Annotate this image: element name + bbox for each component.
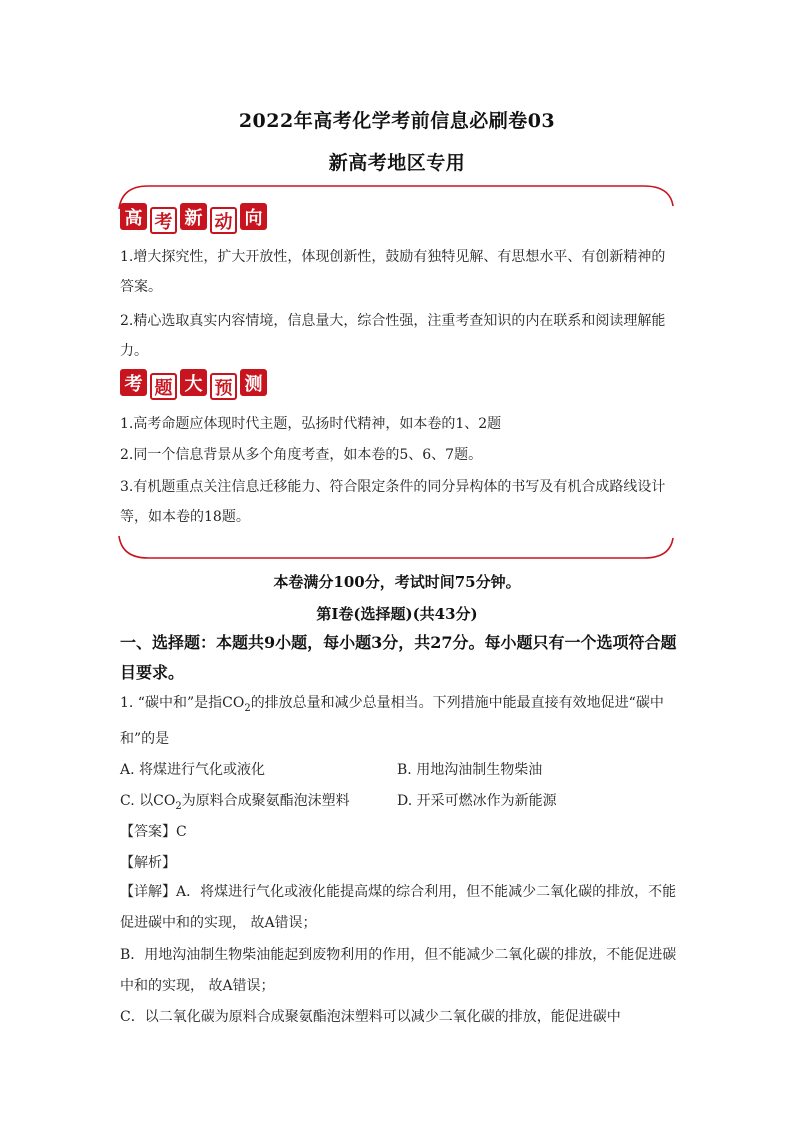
banner-char: 题 — [150, 373, 177, 400]
detail-b: B．用地沟油制生物柴油能起到废物利用的作用，但不能减少二氧化碳的排放，不能促进碳中和的实现， 故A错误； — [120, 947, 677, 994]
answer-line — [120, 821, 187, 841]
banner-char: 新 — [180, 203, 207, 230]
page-title: 2022年高考化学考前信息必刷卷03 — [238, 110, 556, 132]
banner-predictions — [120, 369, 267, 401]
analysis-label: 【解析】 — [120, 855, 176, 871]
banner-trends — [120, 203, 267, 235]
part-title: 第I卷(选择题)(共43分) — [316, 605, 478, 623]
banner-char: 考 — [120, 369, 147, 396]
predict-item: 1.高考命题应体现时代主题，弘扬时代精神，如本卷的1、2题 — [120, 416, 502, 432]
banner-char: 预 — [210, 373, 237, 400]
answer-label: 【答案】 — [120, 824, 176, 840]
banner-char: 大 — [180, 369, 207, 396]
option-d: D. 开采可燃冰作为新能源 — [397, 793, 557, 809]
page-subtitle: 新高考地区专用 — [328, 152, 466, 174]
detail-a: 【详解】A．将煤进行气化或液化能提高煤的综合利用，但不能减少二氧化碳的排放，不能促进碳中和的实现， 故A错误； — [120, 884, 677, 931]
predict-item: 3.有机题重点关注信息迁移能力、符合限定条件的同分异构体的书写及有机合成路线设计等，如本卷的18题。 — [120, 479, 666, 525]
trend-item: 2.精心选取真实内容情境，信息量大，综合性强，注重考查知识的内在联系和阅读理解能力。 — [120, 313, 666, 359]
banner-char: 考 — [150, 207, 177, 234]
option-a: A. 将煤进行气化或液化 — [120, 762, 266, 778]
banner-char: 测 — [240, 369, 267, 396]
option-b: B. 用地沟油制生物柴油 — [397, 762, 543, 778]
frame-bottom-border — [118, 534, 674, 560]
predict-item: 2.同一个信息背景从多个角度考查，如本卷的5、6、7题。 — [120, 447, 483, 463]
answer-value: C — [176, 824, 187, 840]
question-stem: 1. “碳中和”是指$CO_2$的排放总量和减少总量相当。下列措施中能最直接有效地促进“碳中和”的是 — [120, 695, 664, 747]
exam-info: 本卷满分100分，考试时间75分钟。 — [273, 573, 521, 591]
banner-char: 动 — [210, 207, 237, 234]
section-heading: 一、选择题：本题共9小题，每小题3分，共27分。每小题只有一个选项符合题目要求。 — [120, 633, 677, 682]
detail-c: C．以二氧化碳为原料合成聚氨酯泡沫塑料可以减少二氧化碳的排放，能促进碳中 — [120, 1009, 621, 1025]
trend-item: 1.增大探究性，扩大开放性，体现创新性，鼓励有独特见解、有思想水平、有创新精神的答案。 — [120, 249, 666, 295]
banner-char: 向 — [240, 203, 267, 230]
option-c: C. 以$CO_2$为原料合成聚氨酯泡沫塑料 — [120, 793, 350, 812]
detail-label: 【详解】 — [120, 884, 176, 900]
banner-char: 高 — [120, 203, 147, 230]
